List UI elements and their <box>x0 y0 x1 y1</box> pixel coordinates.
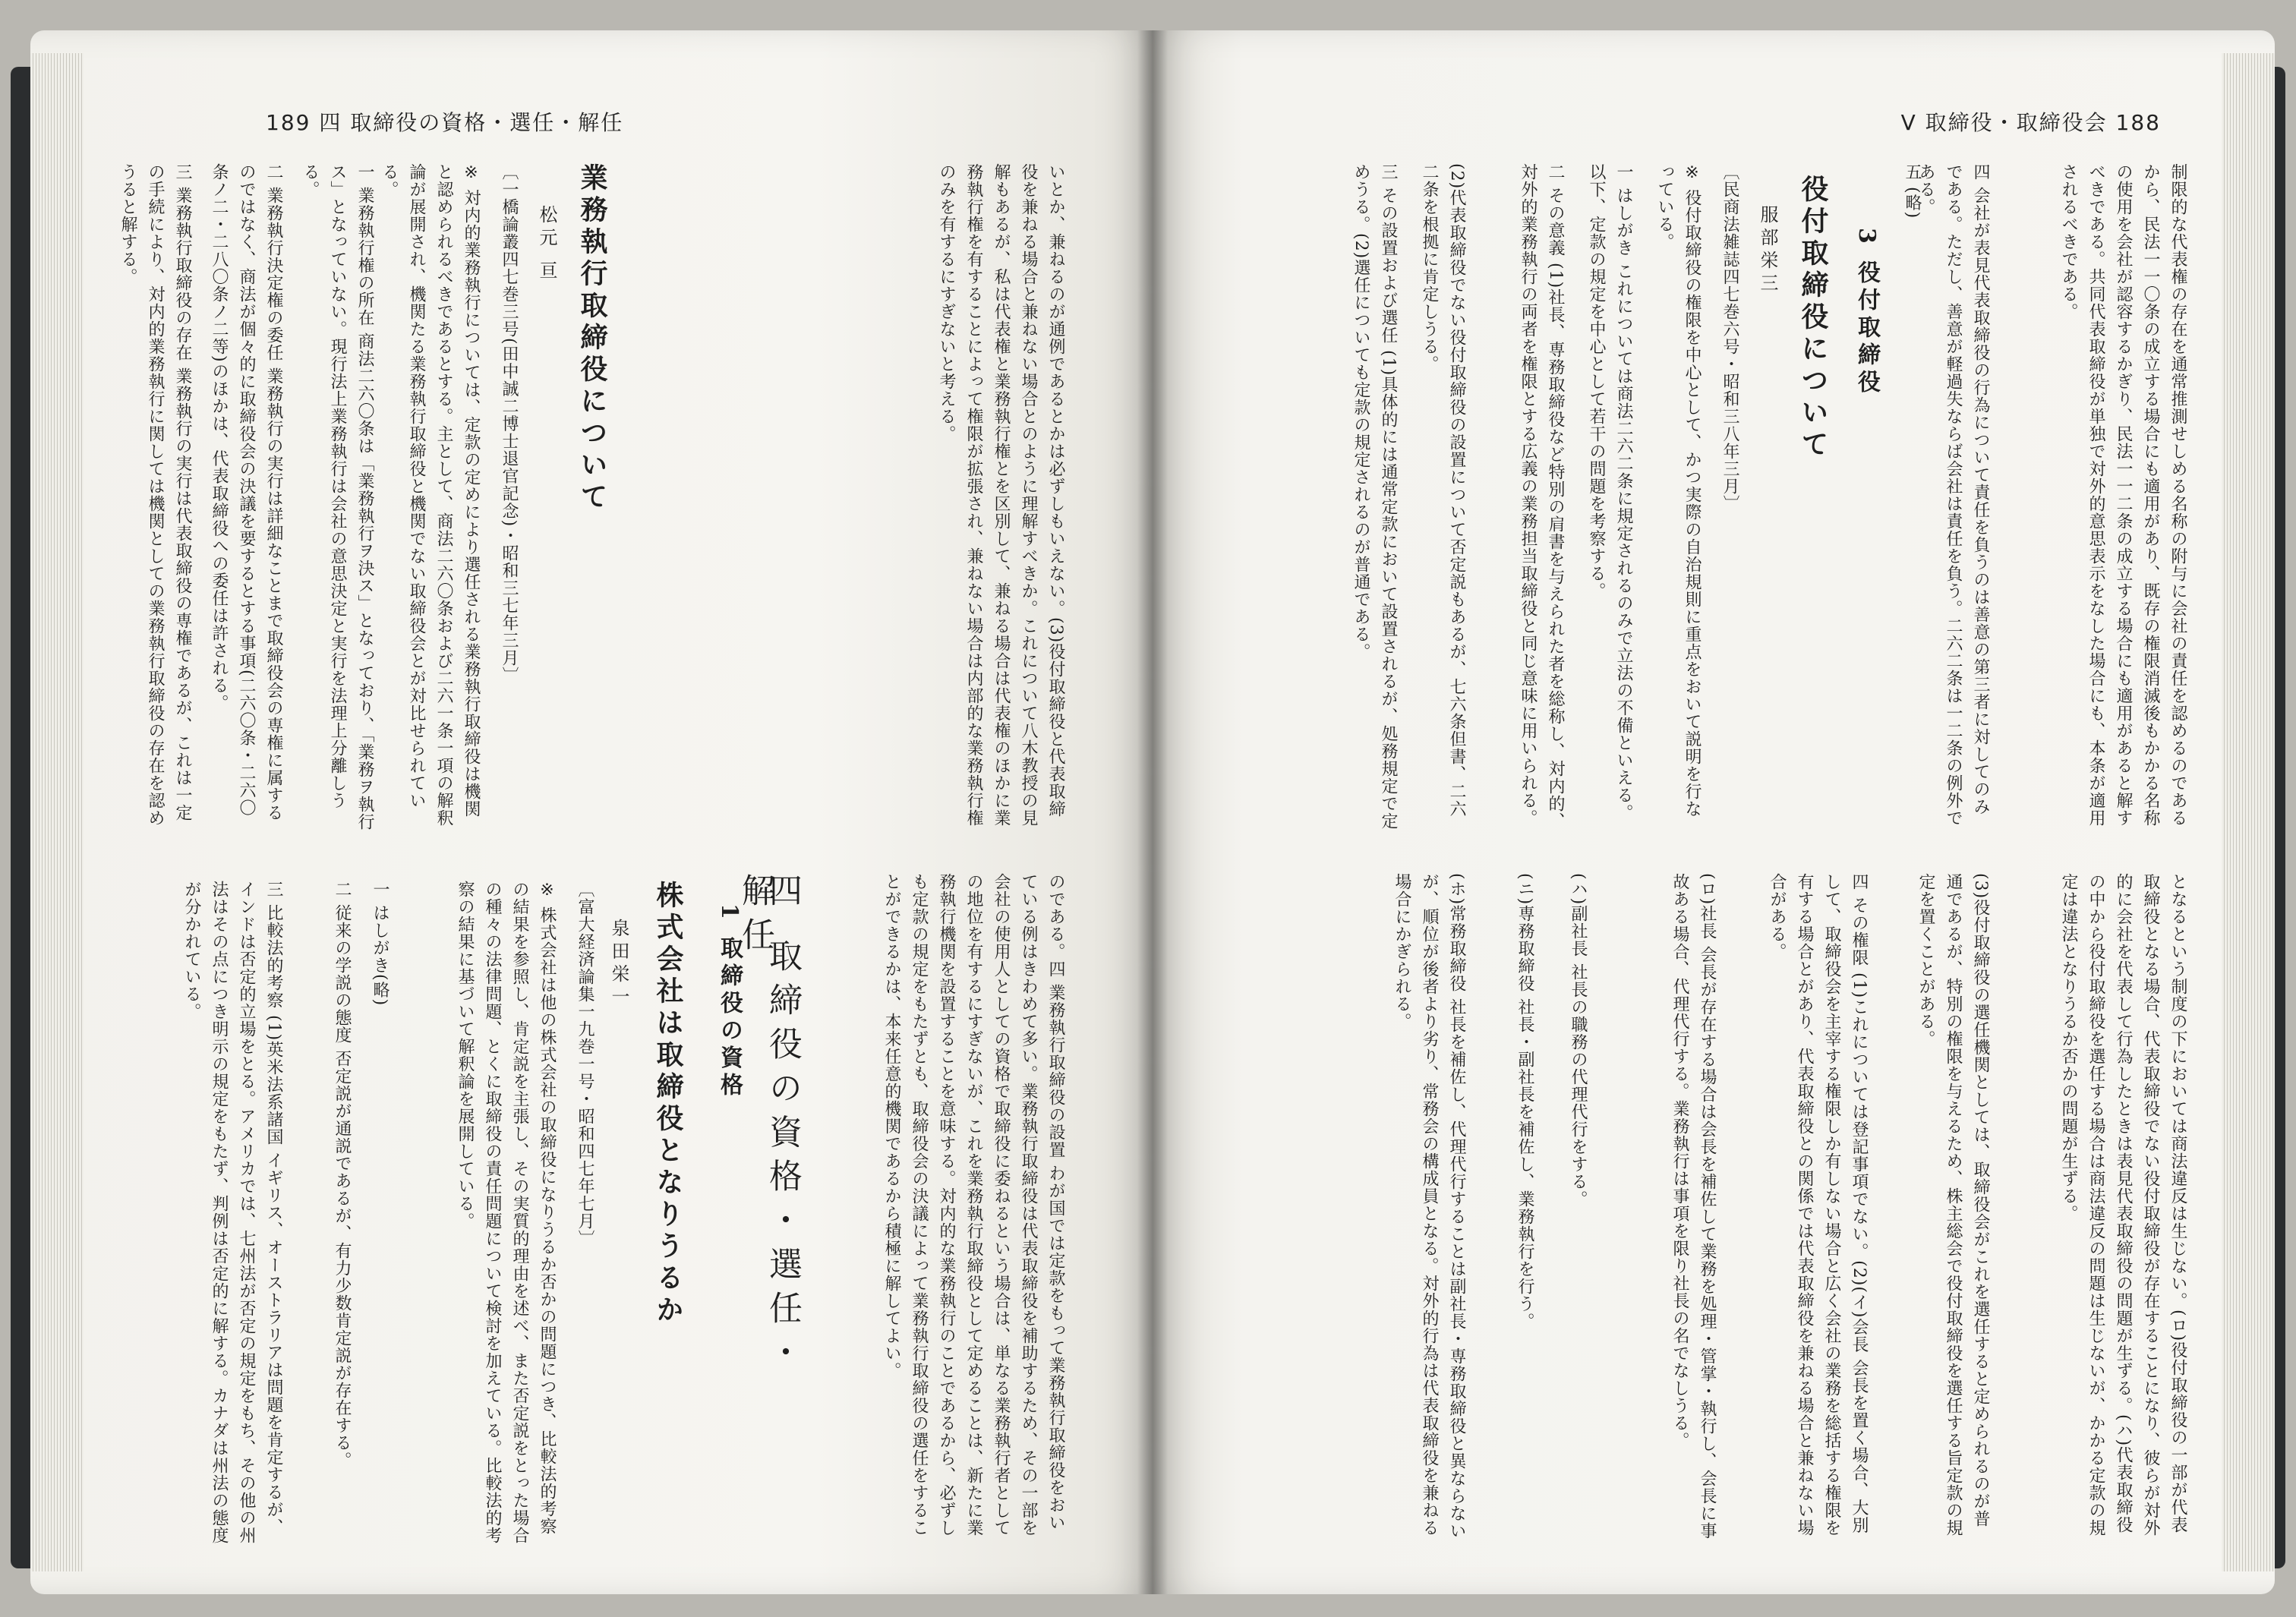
section-3-3-yakutsuke: (3)役付取締役の選任機関としては、取締役会がこれを選任すると定められるのが普通であるが、特別の権限を与えるため、株主総会で役付取締役を選任する旨定款の規定を置くことがある。 <box>1916 873 1990 1537</box>
running-head-left: 189 四 取締役の資格・選任・解任 <box>266 110 624 135</box>
citation-minsho: 〔民商法雑誌四七巻六号・昭和三八年三月〕 <box>1720 163 1739 512</box>
section-2-yakutsuke: 二 その意義 (1)社長、専務取締役など特別の肩書を与えられた者を総称し、対内的、対外的業務執行の両者を権限とする広義の業務担当取締役と同じ意味に用いられる。 <box>1519 163 1565 831</box>
continued-text-lower-left: のである。四 業務執行取締役の設置 わが国では定款をもって業務執行取締役をおいている例はきわめて多い。業務執行取締役は代表取締役を補助するため、その一部を会社の使用人としての資格で取締役に委ねるという場合は、単なる業務執行者としての地位を有するにすぎないが、これを業務執行取締役として定めることは、新たに業務執行機関を設置することを意味する。対内的な業務執行のことであるから、必ずしも定款の規定をもたずとも、取締役会の決議によって業務執行取締役の選任をすることができるかは、本来任意的機関であるから積極に解してよい。 <box>882 873 1065 1537</box>
summary-yakutsuke: ※ 役付取締役の権限を中心として、かつ実際の自治規則に重点をおいて説明を行なっている。 <box>1655 163 1702 818</box>
subsection-heading-3: 3 役付取締役 <box>1853 228 1880 398</box>
citation-tomidai: 〔富大経済論集一九巻一号・昭和四七年七月〕 <box>576 881 594 1247</box>
continued-text-upper-right: 制限的な代表権の存在を通常推測せしめる名称の附与に会社の責任を認めるのであるから、民法一一〇条の成立する場合にも適用があり、既存の権限消滅後もかかる名称の使用を会社が認容するかぎり、民法一一二条の成立する場合にも適用があると解すべきである。共同代表取締役が単独で対外的意思表示をなした場合にも、本条が適用されるべきである。 <box>2059 163 2187 827</box>
right-page <box>1153 30 2275 1594</box>
summary-gyomu: ※ 対内的業務執行については、定款の定めにより選任される業務執行取締役は機関と認められるべきであるとする。主として、商法二六〇条および二六一条一項の解釈論が展開され、機関たる業務執行取締役と機関でない取締役会とが対比せられている。 <box>380 163 481 827</box>
citation-hitotsubashi: 〔一橋論叢四七巻三号(田中誠二博士退官記念)・昭和三七年三月〕 <box>500 163 519 685</box>
section-1-yakutsuke: 一 はしがき これについては商法二六二条に規定されるのみで立法の不備といえる。以下、定款の規定を中心として若干の問題を考察する。 <box>1587 163 1633 821</box>
section-4-senmu: (ニ)専務取締役 社長・副社長を補佐し、業務執行を行う。 <box>1515 873 1534 1331</box>
continued-text-upper-left: いとか、兼ねるのが通例であるとかは必ずしもいえない。(3)役付取締役と代表取締役を兼ねる場合と兼ねない場合とのように理解すべきか。これについて八木教授の見解もあるが、私は代表権と業務執行権とを区別して、兼ねる場合は代表権のほかに業務執行権を有することによって権限が拡張され、兼ねない場合は内部的な業務執行権のみを有するにすぎないと考える。 <box>937 163 1065 827</box>
book-gutter-shadow <box>1137 30 1168 1594</box>
author-izumida: 泉田栄一 <box>608 919 629 1010</box>
page-edges-right <box>2222 53 2275 1571</box>
continued-text-lower-right: となるという制度の下においては商法違反は生じない。(ロ)役付取締役の一部が代表取締役となる場合、代表取締役でない役付取締役が存在することになり、彼らが対外的に会社を代表して行為したときは表見代表取締役の問題が生ずる。(ハ)代表取締役の中から役付取締役を選任する場合は商法違反の問題は生じないが、かかる定款の規定は違法となりうるか否かの問題が生ずる。 <box>2059 873 2187 1537</box>
article-title-gyomu: 業務執行取締役について <box>576 163 608 514</box>
section-4-shacho: (ロ)社長 会長が存在する場合は会長を補佐して業務を処理・管掌・執行し、会長に事故ある場合、代理代行する。業務執行は事項を限り社長の名でなしうる。 <box>1670 873 1717 1540</box>
page-edges-left <box>30 53 84 1571</box>
chapter-heading-4: 四 取締役の資格・選任・解任 <box>736 873 802 1379</box>
section-4-hyoken: 四 会社が表見代表取締役の行為について責任を負うのは善意の第三者に対してのみである。ただし、善意が軽過失ならば会社は責任を負う。二六二条は一二条の例外である。 <box>1916 163 1990 827</box>
section-3-kabushiki: 三 比較法的考察 (1)英米法系諸国 イギリス、オーストラリアは問題を肯定するが、インドは否定的立場をとる。アメリカでは、七州法が否定の規定をもち、その他の州法はその点につき明示の規定をもたず、判例は否定的に解する。カナダは州法の態度が分かれている。 <box>182 881 283 1544</box>
section-4-fukushacho: (ハ)副社長 社長の職務の代理代行をする。 <box>1569 873 1588 1209</box>
section-3-yakutsuke: 三 その設置および選任 (1)具体的には通常定款において設置されるが、処務規定で定めうる。(2)選任についても定款の規定されるのが普通である。 <box>1351 163 1398 831</box>
left-page <box>30 30 1153 1594</box>
summary-kabushiki: ※ 株式会社は他の株式会社の取締役になりうるか否かの問題につき、比較法的考察の結果を参照し、肯定説を主張し、その実質的理由を述べ、また否定説をとった場合の種々の法律問題、とくに取締役の責任問題について検討を加えている。比較法的考察の結果に基づいて解釈論を展開している。 <box>456 881 557 1544</box>
article-title-kabushiki: 株式会社は取締役となりうるか <box>652 881 684 1327</box>
author-hattori: 服部栄三 <box>1757 205 1778 296</box>
section-2-2-yakutsuke: (2)代表取締役でない役付取締役の設置について否定説もあるが、七六条但書、二六二条を根拠に肯定しうる。 <box>1420 163 1466 818</box>
section-5-ryaku: 五 (略) <box>1903 163 1922 219</box>
author-matsumoto: 松元 亘 <box>536 205 557 284</box>
article-title-yakutsuke: 役付取締役について <box>1797 175 1829 462</box>
section-1-kabushiki: 一 はしがき(略) <box>371 881 390 1007</box>
section-3-gyomu: 三 業務執行取締役の存在 業務執行の実行は代表取締役の専権であるが、これは一定の手続により、対内的業務執行に関しては機関としての業務執行取締役の存在を認めうると解する。 <box>118 163 192 827</box>
book-spread <box>30 30 2270 1594</box>
section-4-jomu: (ホ)常務取締役 社長を補佐し、代理代行することは副社長・専務取締役と異ならないが、順位が後者より劣り、常務会の構成員となる。対外的行為は代表取締役を兼ねる場合にかぎられる。 <box>1392 873 1466 1540</box>
running-head-right: V 取締役・取締役会 188 <box>1900 110 2161 135</box>
section-4-yakutsuke: 四 その権限 (1)これについては登記事項でない。(2)(イ)会長 会長を置く場合、大別して、取締役会を主宰する権限しか有しない場合と広く会社の業務を総括する権限を有する場合とがあり、代表取締役との関係では代表取締役を兼ねる場合と兼ねない場合がある。 <box>1768 873 1869 1537</box>
section-2-kabushiki: 二 従来の学説の態度 否定説が通説であるが、有力少数肯定説が存在する。 <box>333 881 352 1469</box>
section-2-gyomu: 二 業務執行決定権の委任 業務執行の実行は詳細なことまで取締役会の専権に属するのではなく、商法が個々的に取締役会の決議を要するとする事項(二六〇条・二六〇条ノ二・二八〇条ノ二等)のほかは、代表取締役への委任は許される。 <box>210 163 283 821</box>
subsection-heading-1: 1 取締役の資格 <box>716 903 743 1101</box>
section-1-gyomu: 一 業務執行権の所在 商法二六〇条は「業務執行ヲ決ス」となっており、「業務ヲ執行ス」となっていない。現行法上業務執行は会社の意思決定と実行を法理上分離しうる。 <box>301 163 374 831</box>
